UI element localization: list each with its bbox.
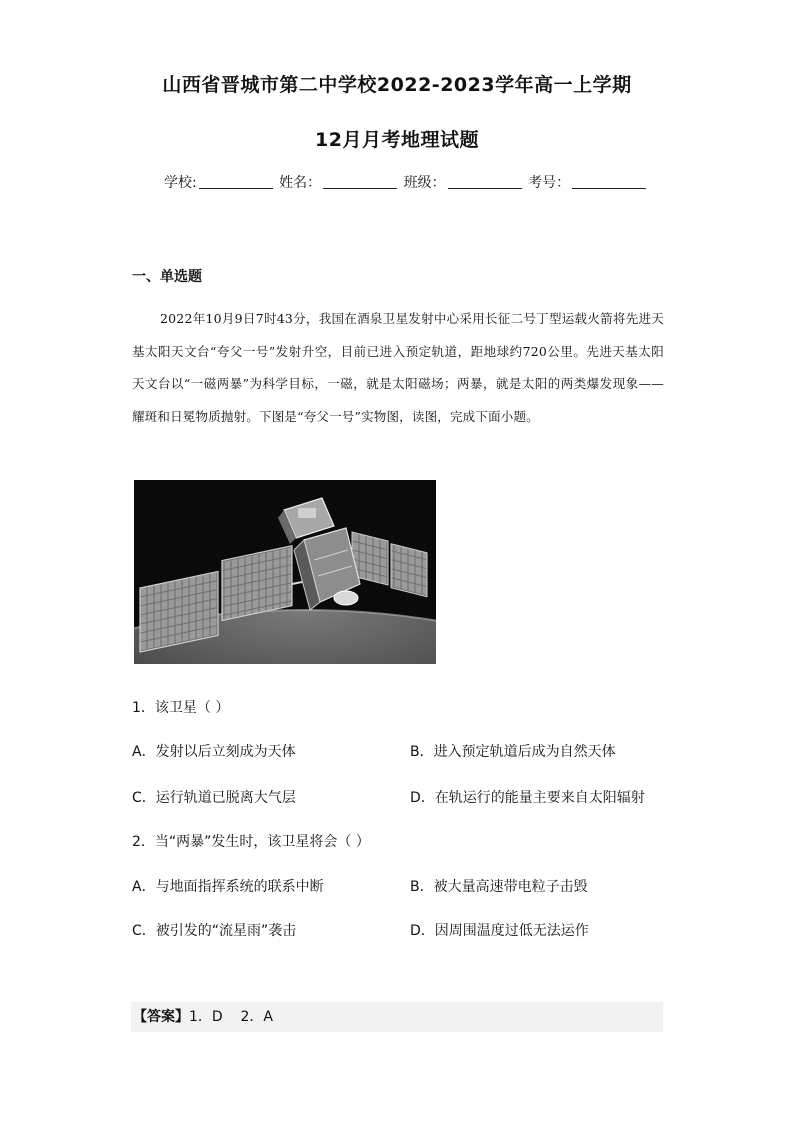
section-heading: 一、单选题 (132, 269, 202, 285)
satellite-photo (134, 480, 436, 664)
class-label: 班级： (403, 175, 446, 191)
exam-number-blank[interactable] (572, 174, 646, 189)
answer-text: 1．D 2．A (189, 1009, 273, 1025)
name-blank[interactable] (323, 174, 397, 189)
class-blank[interactable] (448, 174, 522, 189)
school-label: 学校: (164, 175, 197, 191)
school-blank[interactable] (199, 174, 273, 189)
document-title-line2: 12月月考地理试题 (315, 129, 479, 151)
answer-box (131, 1002, 663, 1032)
name-label: 姓名： (279, 175, 322, 191)
satellite-illustration (134, 480, 436, 664)
question-2-option-a: A．与地面指挥系统的联系中断 (132, 879, 324, 895)
exam-number-label: 考号： (528, 175, 571, 191)
question-1-stem: 1．该卫星（ ） (132, 700, 230, 716)
reading-passage: 2022年10月9日7时43分，我国在酒泉卫星发射中心采用长征二号丁型运载火箭将先进天基太阳天文台“夸父一号”发射升空，目前已进入预定轨道，距地球约720公里。先进天基太阳天文台以“一磁两暴”为科学目标，一磁，就是太阳磁场；两暴，就是太阳的两类爆发现象——耀斑和日冕物质抛射。下图是“夸父一号”实物图，读图，完成下面小题。 (132, 311, 664, 424)
answer-label: 【答案】 (133, 1009, 189, 1025)
question-1-option-c: C．运行轨道已脱离大气层 (132, 790, 296, 806)
question-2-option-c: C．被引发的“流星雨”袭击 (132, 923, 297, 939)
document-title-line1: 山西省晋城市第二中学校2022-2023学年高一上学期 (162, 74, 632, 96)
question-1-option-b: B．进入预定轨道后成为自然天体 (410, 744, 616, 760)
question-2-option-d: D．因周围温度过低无法运作 (410, 923, 589, 939)
question-2-stem: 2．当“两暴”发生时，该卫星将会（ ） (132, 834, 370, 850)
question-1-option-a: A．发射以后立刻成为天体 (132, 744, 296, 760)
question-2-option-b: B．被大量高速带电粒子击毁 (410, 879, 588, 895)
student-info-line (164, 172, 648, 192)
question-1-option-d: D．在轨运行的能量主要来自太阳辐射 (410, 790, 645, 806)
